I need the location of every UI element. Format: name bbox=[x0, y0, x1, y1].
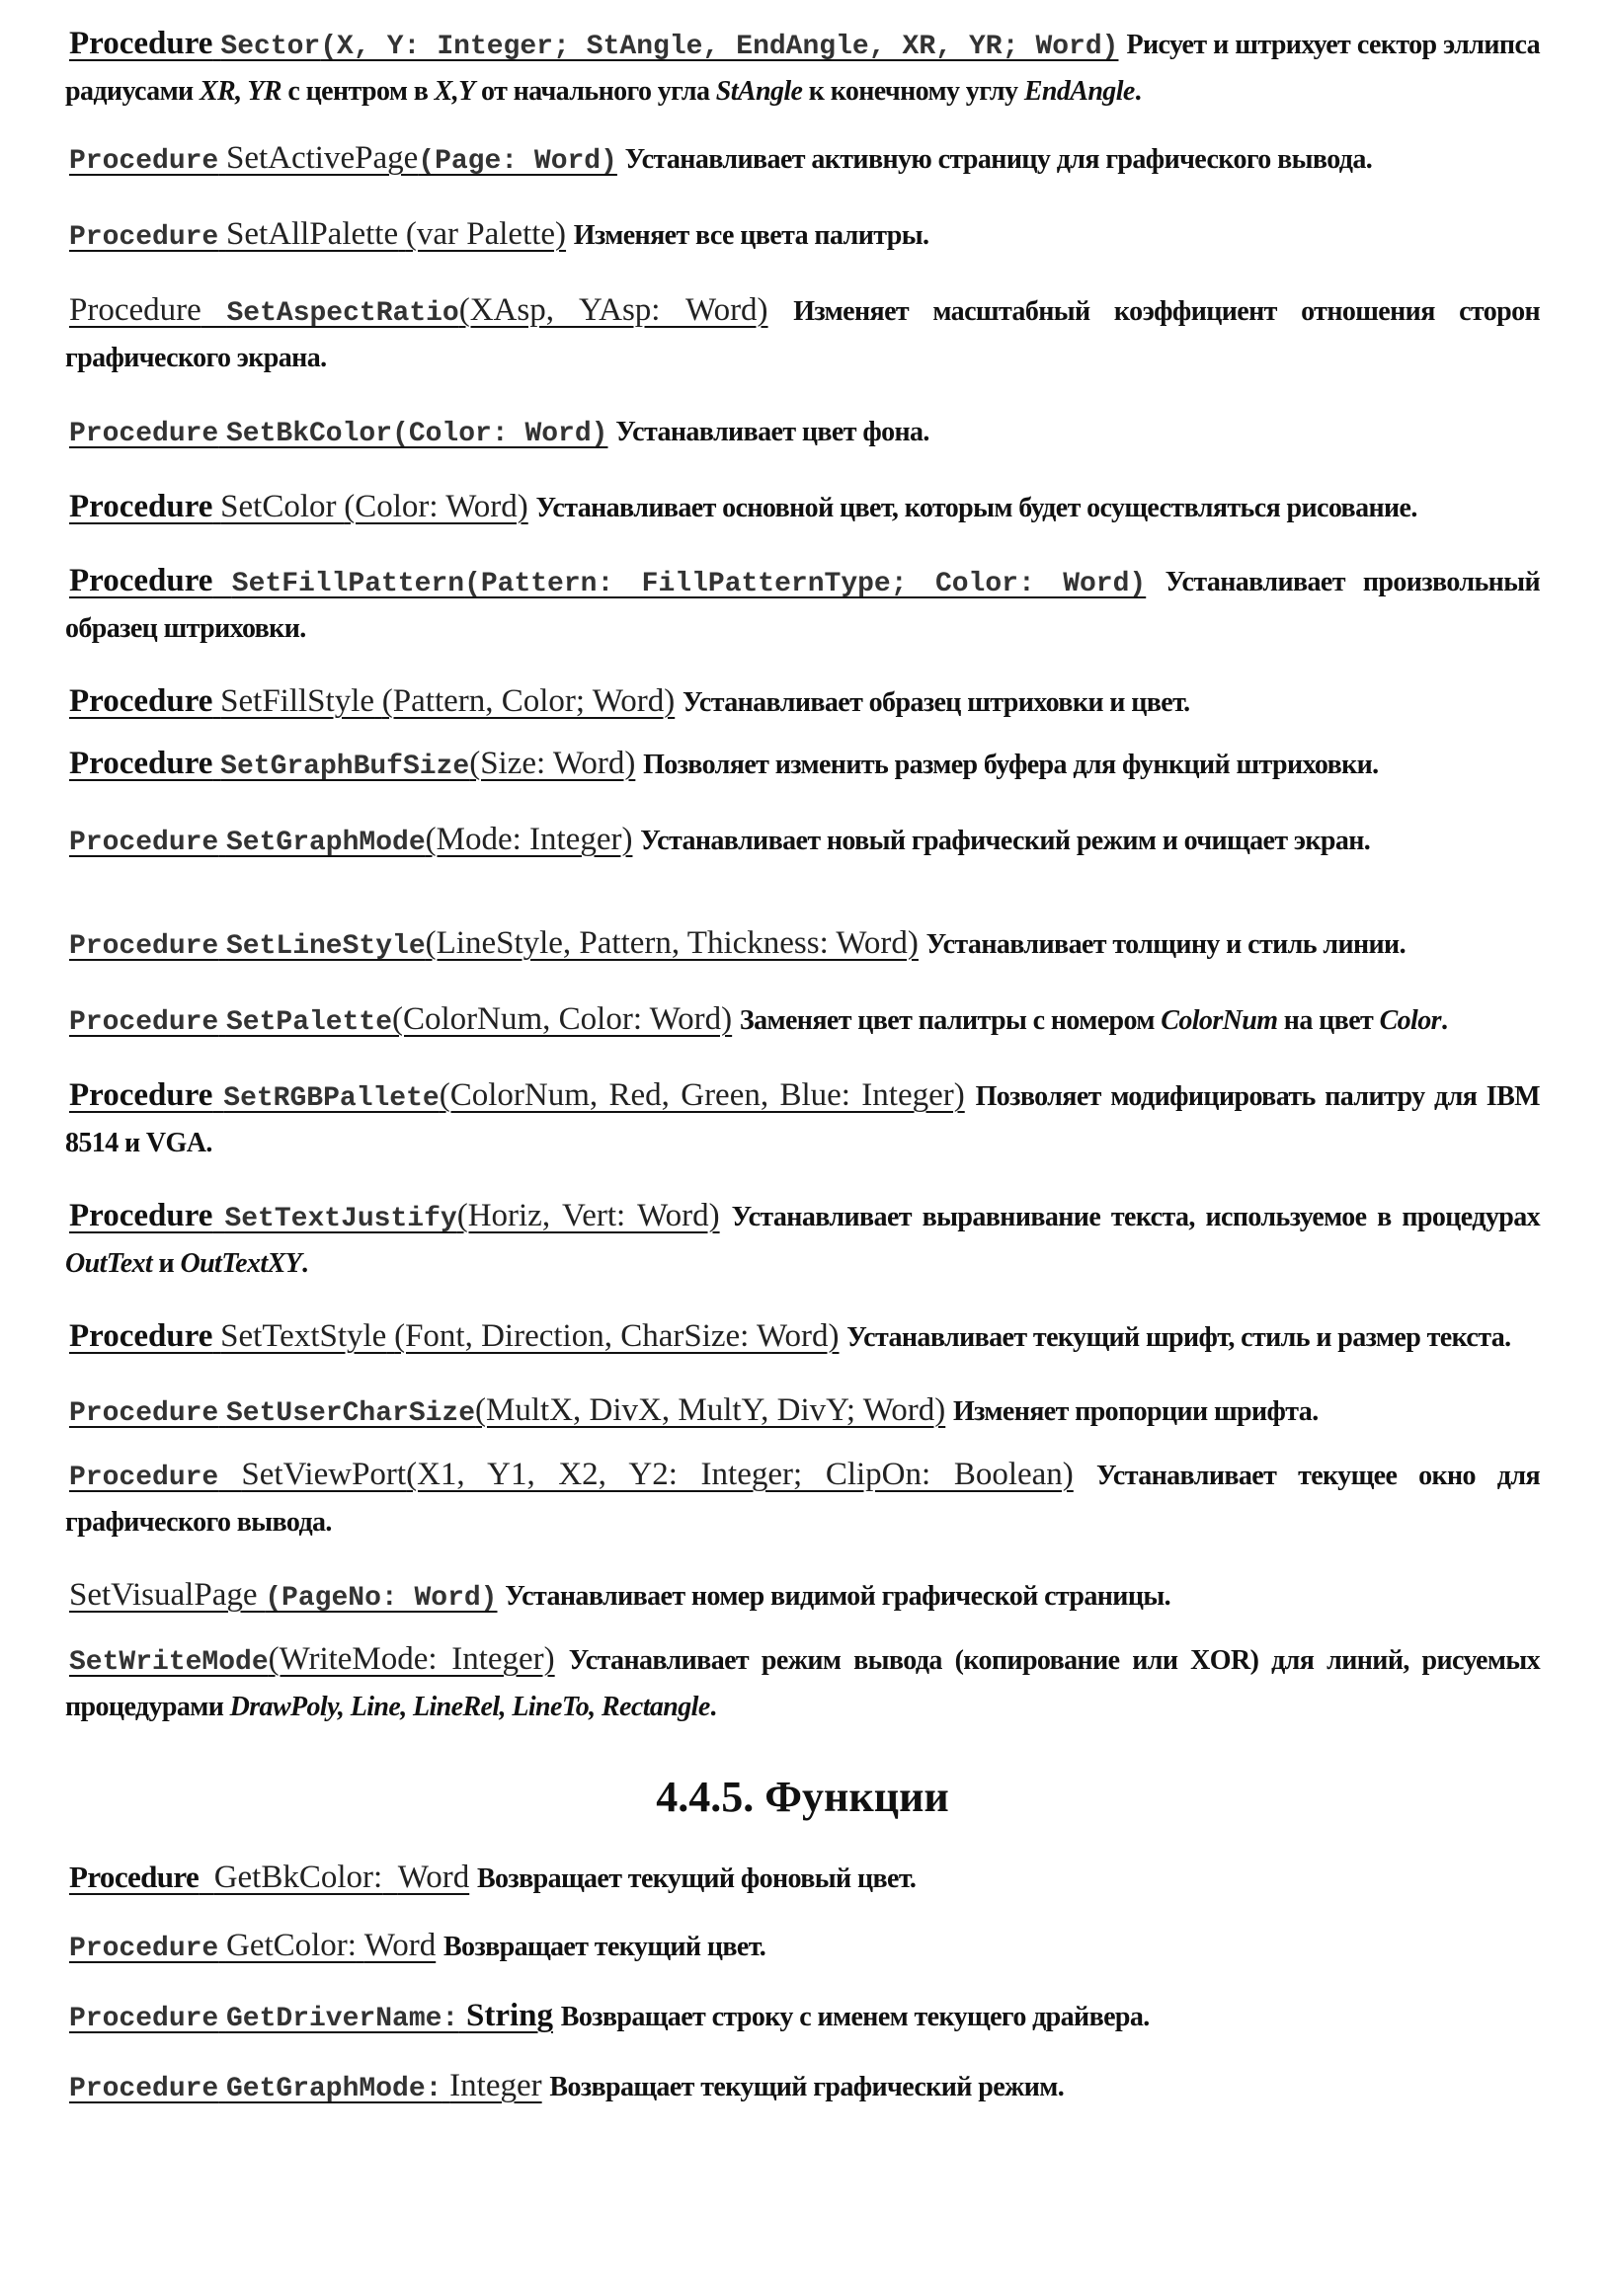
entry-setlinestyle: Procedure SetLineStyle(LineStyle, Pattern, Thickness: Word) Устанавливает толщину и стиль линии. bbox=[69, 925, 1406, 962]
entry-setrgbpallete: Procedure SetRGBPallete(ColorNum, Red, Green, Blue: Integer) Позволяет модифицировать палитру для IBM 8514 и VGA. bbox=[65, 1077, 1540, 1158]
entry-setgraphbufsize: Procedure SetGraphBufSize(Size: Word) Позволяет изменить размер буфера для функций штриховки. bbox=[69, 746, 1379, 782]
entry-setactivepage: Procedure SetActivePage(Page: Word) Устанавливает активную страницу для графического вывода. bbox=[69, 140, 1373, 177]
entry-setvisualpage: SetVisualPage (PageNo: Word) Устанавливает номер видимой графической страницы. bbox=[69, 1577, 1171, 1614]
entry-description: Устанавливает выравнивание текста, используемое в процедурах OutText и OutTextXY. bbox=[65, 1202, 1541, 1279]
entry-description: Возвращает строку с именем текущего драйвера. bbox=[560, 2002, 1150, 2032]
entry-setfillstyle: Procedure SetFillStyle (Pattern, Color; Word) Устанавливает образец штриховки и цвет. bbox=[69, 683, 1190, 719]
entry-description: Устанавливает цвет фона. bbox=[615, 417, 929, 447]
entry-description: Устанавливает произвольный образец штриховки. bbox=[65, 567, 1540, 644]
entry-setwritemode: SetWriteMode(WriteMode: Integer) Устанавливает режим вывода (копирование или XOR) для линий, рисуемых процедурами DrawPoly, Line, LineRel, LineTo, Rectangle. bbox=[65, 1641, 1540, 1722]
entry-description: Устанавливает основной цвет, которым будет осуществляться рисование. bbox=[535, 493, 1417, 523]
entry-getgraphmode: Procedure GetGraphMode: Integer Возвращает текущий графический режим. bbox=[69, 2068, 1065, 2104]
entry-description: Устанавливает режим вывода (копирование или XOR) для линий, рисуемых процедурами DrawPoly, Line, LineRel, LineTo, Rectangle. bbox=[65, 1645, 1540, 1722]
entry-description: Устанавливает толщину и стиль линии. bbox=[925, 929, 1406, 960]
entry-settextstyle: Procedure SetTextStyle (Font, Direction, CharSize: Word) Устанавливает текущий шрифт, стиль и размер текста. bbox=[69, 1318, 1511, 1354]
entry-setfillpattern: Procedure SetFillPattern(Pattern: FillPatternType; Color: Word) Устанавливает произвольный образец штриховки. bbox=[65, 563, 1540, 644]
entry-description: Устанавливает новый графический режим и очищает экран. bbox=[640, 826, 1371, 856]
entry-description: Возвращает текущий цвет. bbox=[442, 1932, 766, 1962]
entry-setusercharsize: Procedure SetUserCharSize(MultX, DivX, MultY, DivY; Word) Изменяет пропорции шрифта. bbox=[69, 1392, 1319, 1429]
entry-description: Устанавливает образец штриховки и цвет. bbox=[682, 687, 1190, 718]
entry-description: Позволяет модифицировать палитру для IBM 8514 и VGA. bbox=[65, 1081, 1540, 1158]
entry-setpalette: Procedure SetPalette(ColorNum, Color: Word) Заменяет цвет палитры с номером ColorNum на цвет Color. bbox=[69, 1001, 1448, 1038]
entry-description: Изменяет все цвета палитры. bbox=[573, 220, 929, 251]
entry-description: Заменяет цвет палитры с номером ColorNum на цвет Color. bbox=[739, 1005, 1448, 1036]
entry-description: Возвращает текущий фоновый цвет. bbox=[476, 1863, 917, 1894]
entry-description: Устанавливает текущий шрифт, стиль и размер текста. bbox=[846, 1322, 1511, 1353]
entry-settextjustify: Procedure SetTextJustify(Horiz, Vert: Word) Устанавливает выравнивание текста, используемое в процедурах OutText и OutTextXY. bbox=[65, 1198, 1541, 1279]
entry-getbkcolor: Procedure GetBkColor: Word Возвращает текущий фоновый цвет. bbox=[69, 1860, 917, 1895]
entry-getdrivername: Procedure GetDriverName: String Возвращает строку с именем текущего драйвера. bbox=[69, 1998, 1150, 2034]
entry-description: Изменяет пропорции шрифта. bbox=[952, 1396, 1319, 1427]
entry-setviewport: Procedure SetViewPort(X1, Y1, X2, Y2: Integer; ClipOn: Boolean) Устанавливает текущее окно для графического вывода. bbox=[65, 1457, 1540, 1538]
entry-setaspectratio: Procedure SetAspectRatio(XAsp, YAsp: Word) Изменяет масштабный коэффициент отношения сторон графического экрана. bbox=[65, 292, 1541, 373]
entry-description: Позволяет изменить размер буфера для функций штриховки. bbox=[643, 750, 1379, 780]
entry-setcolor: Procedure SetColor (Color: Word) Устанавливает основной цвет, которым будет осуществляться рисование. bbox=[69, 489, 1417, 524]
entry-setallpalette: Procedure SetAllPalette (var Palette) Изменяет все цвета палитры. bbox=[69, 216, 929, 253]
entry-setbkcolor: Procedure SetBkColor(Color: Word) Устанавливает цвет фона. bbox=[69, 417, 929, 449]
entry-description: Рисует и штрихует сектор эллипса радиусами XR, YR с центром в X,Y от начального угла StAngle к конечному углу EndAngle. bbox=[65, 30, 1541, 107]
entry-description: Устанавливает текущее окно для графического вывода. bbox=[65, 1461, 1540, 1538]
entry-description: Устанавливает номер видимой графической страницы. bbox=[505, 1581, 1171, 1612]
section-heading: 4.4.5. Функции bbox=[656, 1773, 949, 1821]
entry-sector: Procedure Sector(X, Y: Integer; StAngle, EndAngle, XR, YR; Word) Рисует и штрихует сектор эллипса радиусами XR, YR с центром в X,Y от начального угла StAngle к конечному углу EndAngle. bbox=[65, 26, 1541, 107]
entry-getcolor: Procedure GetColor: Word Возвращает текущий цвет. bbox=[69, 1928, 766, 1964]
entry-description: Устанавливает активную страницу для графического вывода. bbox=[624, 144, 1373, 175]
entry-description: Изменяет масштабный коэффициент отношения сторон графического экрана. bbox=[65, 296, 1541, 373]
entry-setgraphmode: Procedure SetGraphMode(Mode: Integer) Устанавливает новый графический режим и очищает экран. bbox=[69, 822, 1371, 858]
entry-description: Возвращает текущий графический режим. bbox=[549, 2072, 1065, 2102]
